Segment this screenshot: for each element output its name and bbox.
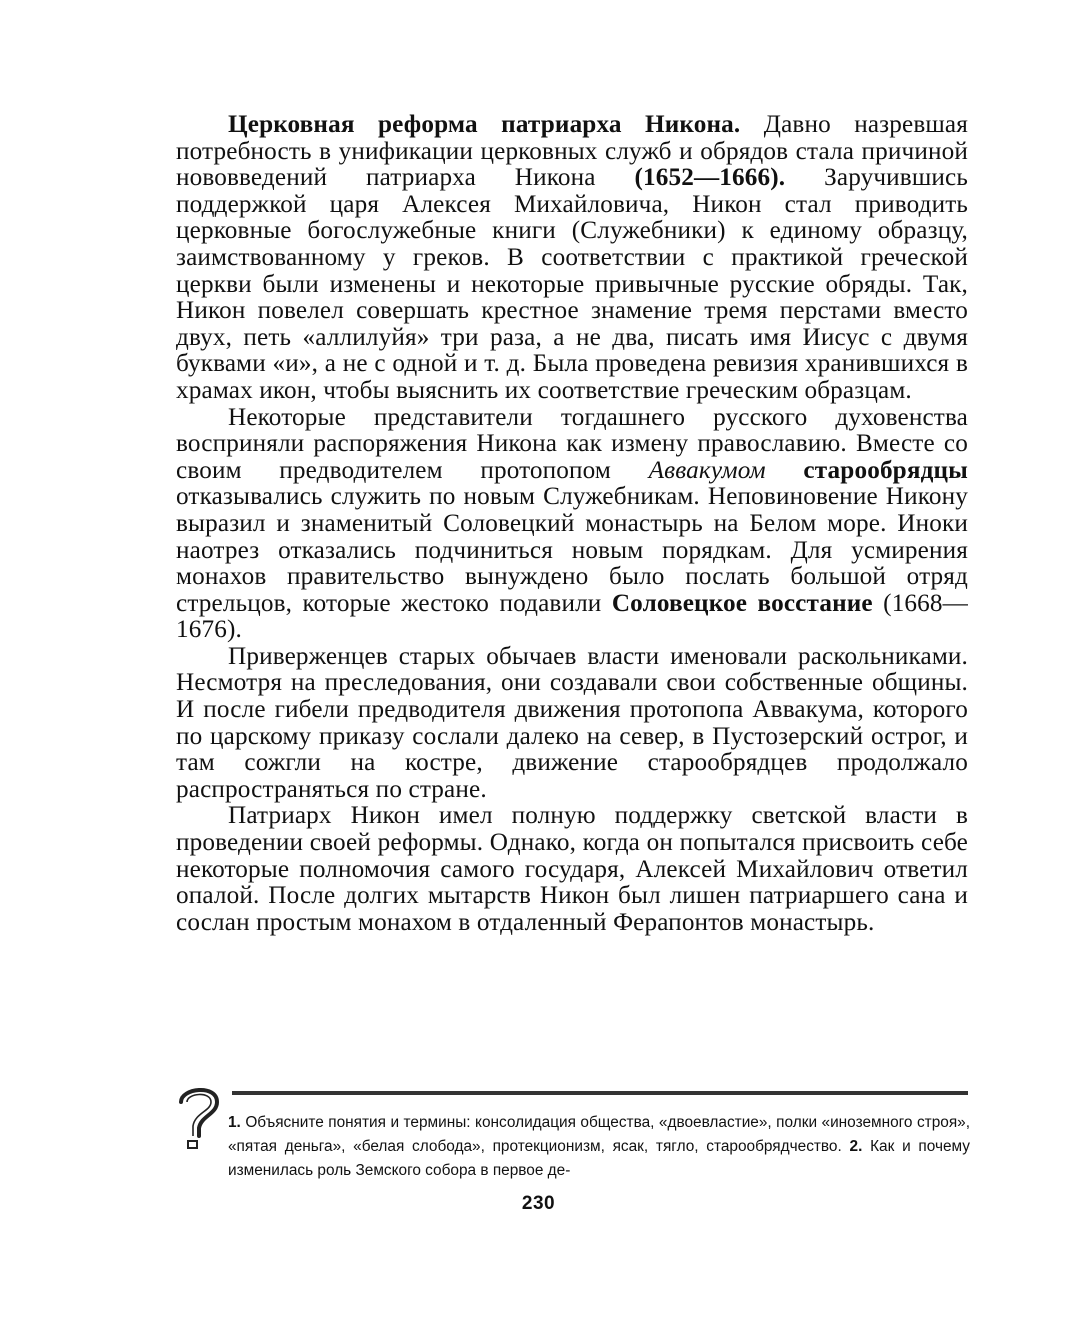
paragraph-text: (1668—1676).	[176, 589, 969, 644]
paragraph-text: Заручившись поддержкой царя Алексея Михайловича, Никон стал приводить церковные богослужебные книги (Служебники) к единому образцу, заимствованному у греков. В соответствии с практикой греческой церкви были изменены и некоторые привычные русские обряды. Так, Никон повелел совершать крестное знамение тремя перстами вместо двух, петь «аллилуйя» три раза, а не два, писать имя Иисус с двумя буквами «и», а не с одной и т. д. Была проведена ревизия хранившихся в храмах икон, чтобы выяснить их соответствие греческим образцам.	[176, 164, 968, 404]
paragraph-text: отказывались служить по новым Служебникам. Неповиновение Никону выразил и знаменитый Соловецкий монастырь на Белом море. Иноки наотрез отказались подчиниться новым порядкам. Для усмирения монахов правительство вынуждено было послать большой отряд стрельцов, которые жестоко подавили	[176, 483, 968, 617]
question-number: 2.	[849, 1138, 863, 1155]
paragraph-schismatics: Приверженцев старых обычаев власти именовали раскольниками. Несмотря на преследования, они создавали свои собственные общины. И после гибели предводителя движения протопопа Аввакума, которого по царскому приказу сослали далеко на север, в Пустозерский острог, и там сожгли на костре, движение старообрядцев продолжало распространяться по стране.	[176, 642, 968, 803]
space	[766, 457, 804, 484]
paragraph-old-believers	[176, 405, 968, 644]
questions-divider	[232, 1091, 968, 1095]
question-text: Как и почему изменилась роль Земского собора в первое де-	[228, 1138, 970, 1179]
question-mark-icon	[173, 1082, 225, 1152]
section-heading: Церковная реформа патриарха Никона.	[228, 111, 741, 138]
paragraph-text: Некоторые представители тогдашнего русского духовенства восприняли распоряжения Никона как измену православию. Вместе со своим предводителем протопопом	[176, 403, 968, 484]
paragraph-text: Давно назревшая потребность в унификации церковных служб и обрядов стала причиной нововведений патриарха Никона	[176, 111, 969, 192]
avvakum-name: Аввакумом	[648, 456, 766, 484]
paragraph-nikon-disgrace: Патриарх Никон имел полную поддержку светской власти в проведении своей реформы. Однако, когда он попытался присвоить себе некоторые полномочия самого государя, Алексей Михайлович ответил опалой. После долгих мытарств Никон был лишен патриаршего сана и сослан простым монахом в отдаленный Ферапонтов монастырь.	[176, 802, 968, 936]
paragraph-nikon-reform	[176, 112, 968, 405]
questions-block	[228, 1111, 970, 1183]
question-text: Объясните понятия и термины: консолидация общества, «двоевластие», полки «иноземного строя», «пятая деньга», «белая слобода», протекционизм, ясак, тягло, старообрядчество.	[228, 1114, 970, 1155]
page-number: 230	[521, 1193, 556, 1214]
reform-years: (1652—1666).	[634, 164, 786, 192]
question-number: 1.	[228, 1114, 241, 1131]
event-solovetsky-uprising: Соловецкое восстание	[611, 589, 873, 617]
term-old-believers: старообрядцы	[803, 456, 968, 484]
main-text	[176, 112, 968, 936]
